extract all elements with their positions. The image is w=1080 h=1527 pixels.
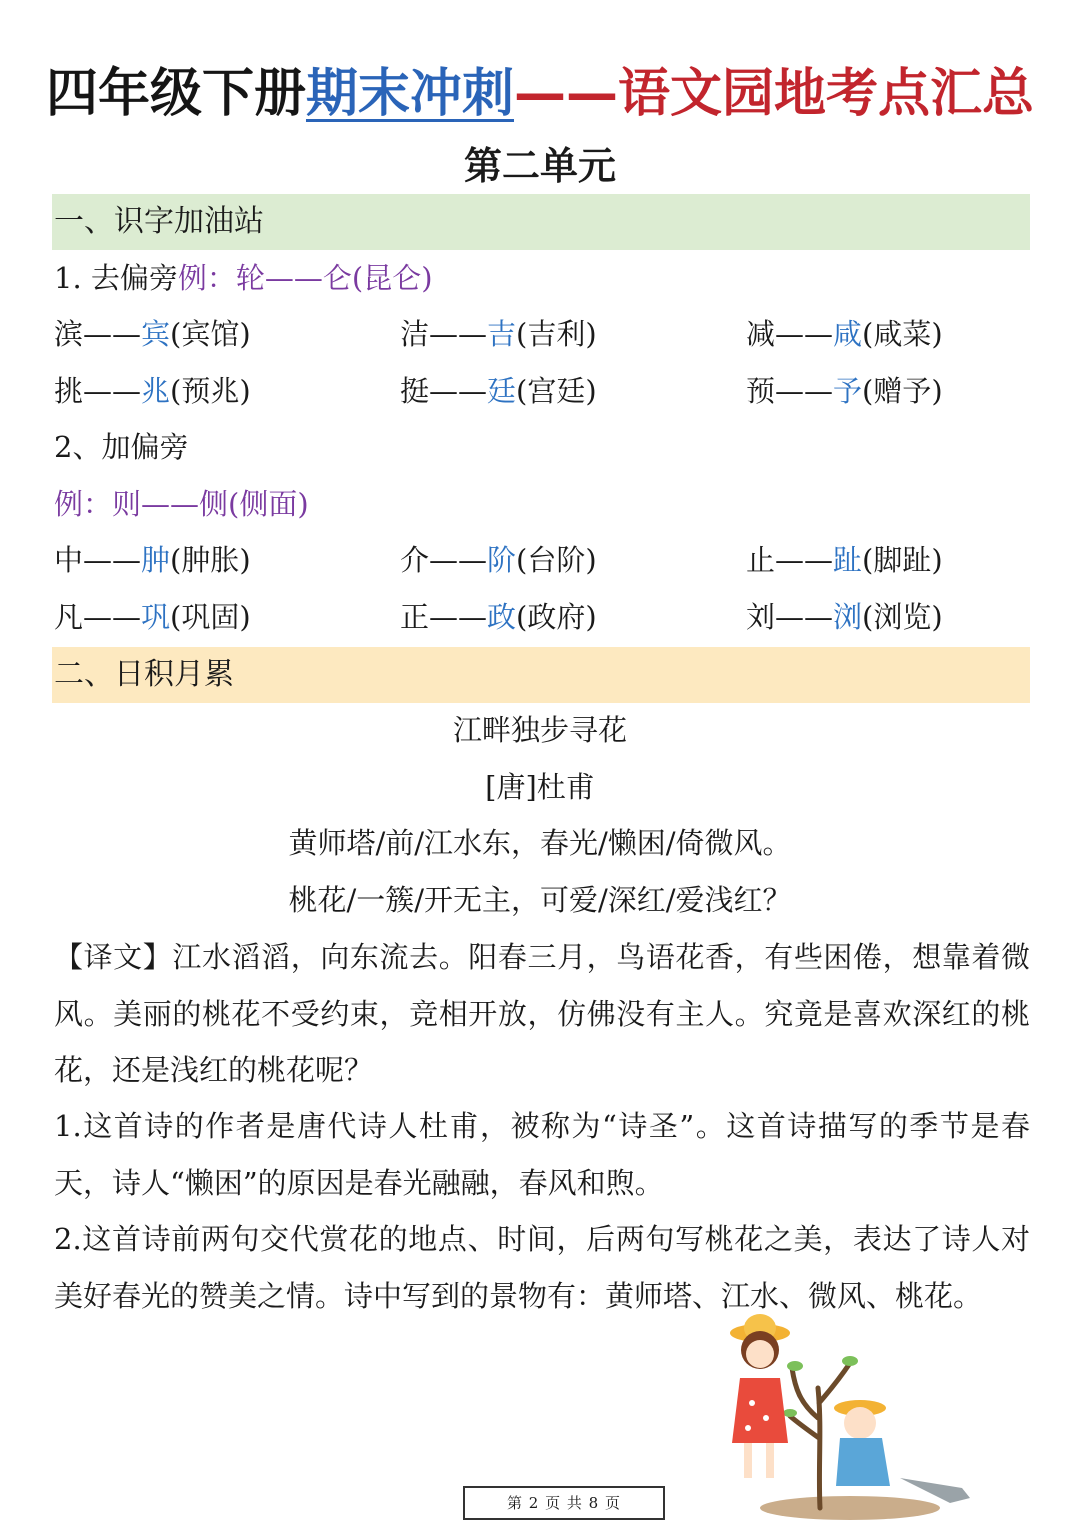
q1-label: 1. 去偏旁 [54,261,178,295]
poem-author: [唐]杜甫 [485,770,595,804]
q1-row-1 [54,314,1030,354]
q1-example: 例：轮——仑(昆仑) [177,261,433,295]
list-item: 正——政(政府) [400,600,597,634]
section-heading-literacy: 一、识字加油站 [52,194,1030,250]
list-item: 刘——浏(浏览) [746,600,943,634]
q2-row-1 [54,540,1030,580]
poem-line-1: 黄师塔/前/江水东，春光/懒困/倚微风。 [288,826,792,860]
q2-example: 例：则——侧(侧面) [54,487,309,521]
poem-line-2: 桃花/一簇/开无主，可爱/深红/爱浅红？ [288,883,792,917]
note-paragraph-2: 2.这首诗前两句交代赏花的地点、时间，后两句写桃花之美，表达了诗人对美好春光的赞美之情。诗中写到的景物有：黄师塔、江水、微风、桃花。 [54,1222,1030,1313]
list-item: 预——予(赠予) [746,374,943,408]
poem-title: 江畔独步寻花 [452,713,627,747]
title-part-final: 期末冲刺 [305,64,514,124]
page-title [0,58,1080,130]
title-part-grade: 四年级下册 [45,64,306,124]
list-item: 中——肿(肿胀) [54,543,251,577]
list-item: 滨——宾(宾馆) [54,317,251,351]
q2-row-2 [54,597,1030,637]
title-part-topic: ——语文园地考点汇总 [514,64,1035,124]
translation-paragraph: 【译文】江水滔滔，向东流去。阳春三月，鸟语花香，有些困倦，想靠着微风。美丽的桃花不受约束，竞相开放，仿佛没有主人。究竟是喜欢深红的桃花，还是浅红的桃花呢？ [54,940,1030,1087]
list-item: 减——咸(咸菜) [746,317,943,351]
children-planting-tree-illustration [700,1308,1000,1523]
q2-label: 2、加偏旁 [54,430,189,464]
list-item: 挺——廷(宫廷) [400,374,597,408]
list-item: 止——趾(脚趾) [746,543,943,577]
note-paragraph-1: 1.这首诗的作者是唐代诗人杜甫，被称为“诗圣”。这首诗描写的季节是春天，诗人“懒困”的原因是春光融融，春风和煦。 [54,1109,1030,1200]
list-item: 凡——巩(巩固) [54,600,251,634]
list-item: 介——阶(台阶) [400,543,597,577]
list-item: 洁——吉(吉利) [400,317,597,351]
unit-title: 第二单元 [463,144,616,188]
section-heading-accumulation: 二、日积月累 [52,647,1030,703]
q1-row-2 [54,371,1030,411]
list-item: 挑——兆(预兆) [54,374,251,408]
q1-line [54,258,433,298]
page-number: 第 2 页 共 8 页 [463,1486,665,1520]
